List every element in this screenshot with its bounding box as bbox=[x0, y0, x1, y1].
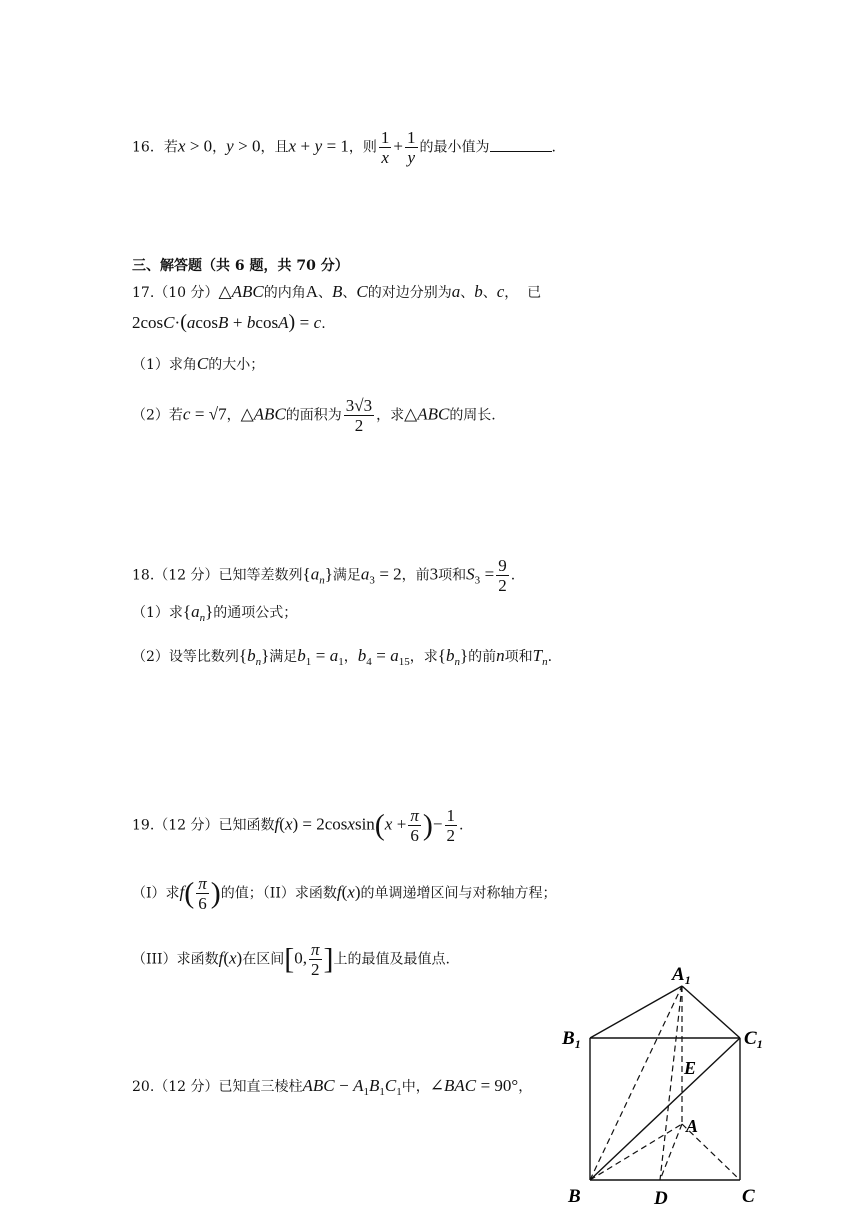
q17-part2: （2）若c = √7，△ABC的面积为 $\frac{3√3}{2}$ ，求△ABC的周长. bbox=[132, 396, 496, 435]
label-A1: $A_1$ bbox=[672, 964, 691, 987]
fraction-1-over-2: $\frac{1}{2}$ bbox=[446, 806, 456, 845]
q17-line2: 2cosC·(acosB + bcosA) = c. bbox=[132, 311, 326, 333]
fraction-3root3-over-2: $\frac{3√3}{2}$ bbox=[345, 396, 373, 435]
label-E: E bbox=[684, 1058, 697, 1078]
q19-part1: （I）求f( $\frac{\pi}{6}$ )的值；（II）求函数f(x)的单调递增区间与对称轴方程； bbox=[132, 874, 557, 913]
fraction-pi-over-6: $\frac{\pi}{6}$ bbox=[410, 806, 419, 845]
q18-part1: （1）求$\{a_n\}$的通项公式； bbox=[132, 602, 298, 624]
fraction-9-over-2: $\frac{9}{2}$ bbox=[498, 556, 507, 595]
label-D: D bbox=[654, 1188, 668, 1209]
q16-line: 16．若x > 0，y > 0，且x + y = 1，则 $\frac{1}{x}$ + $\frac{1}{y}$ 的最小值为 . bbox=[132, 128, 556, 167]
edge-B-A1 bbox=[590, 986, 682, 1180]
q18-line1: 18.（12 分）已知等差数列$\{a_n\}$满足$a_3 = 2$，前3项和$S_3$ = $\frac{9}{2}$ . bbox=[132, 556, 516, 595]
label-C: C bbox=[742, 1186, 755, 1207]
edge-A1-D bbox=[660, 986, 682, 1180]
label-C1: $C_1$ bbox=[744, 1028, 763, 1051]
edge-B-C1 bbox=[590, 1038, 740, 1180]
q19-part3: （III）求函数f(x)在区间[0, $\frac{\pi}{2}$ ]上的最值及最值点. bbox=[132, 940, 450, 979]
q17-line1: 17.（10 分）△ABC的内角A、B、C的对边分别为a、b、c， 已 bbox=[132, 282, 542, 301]
edge-A1-C1 bbox=[682, 986, 740, 1038]
answer-blank bbox=[490, 137, 552, 152]
edge-B1-A1 bbox=[590, 986, 682, 1038]
fraction-1-over-y: $\frac{1}{y}$ bbox=[407, 128, 416, 167]
label-A: A bbox=[686, 1116, 699, 1136]
q20-line1: 20.（12 分）已知直三棱柱ABC − $A_1B_1C_1$中，∠BAC = 90°， bbox=[132, 1076, 533, 1098]
q18-part2: （2）设等比数列$\{b_n\}$满足$b_1 = a_1$，$b_4 = a_{15}$，求$\{b_n\}$的前n项和$T_n$. bbox=[132, 646, 553, 668]
q17-part1: （1）求角C的大小； bbox=[132, 354, 265, 373]
label-B1: $B_1$ bbox=[562, 1028, 581, 1051]
prism-figure bbox=[560, 962, 800, 1212]
q19-line1: 19.（12 分）已知函数f(x) = 2cosxsin(x + $\frac{\pi}{6}$ )− $\frac{1}{2}$ . bbox=[132, 806, 464, 845]
fraction-1-over-x: $\frac{1}{x}$ bbox=[380, 128, 390, 167]
section-3-title: 三、解答题（共 6 题，共 70 分） bbox=[132, 258, 349, 274]
fraction-pi-over-6-arg: $\frac{\pi}{6}$ bbox=[198, 874, 207, 913]
edge-A-D bbox=[660, 1124, 682, 1180]
label-B: B bbox=[568, 1186, 581, 1207]
fraction-pi-over-2: $\frac{\pi}{2}$ bbox=[310, 940, 320, 979]
